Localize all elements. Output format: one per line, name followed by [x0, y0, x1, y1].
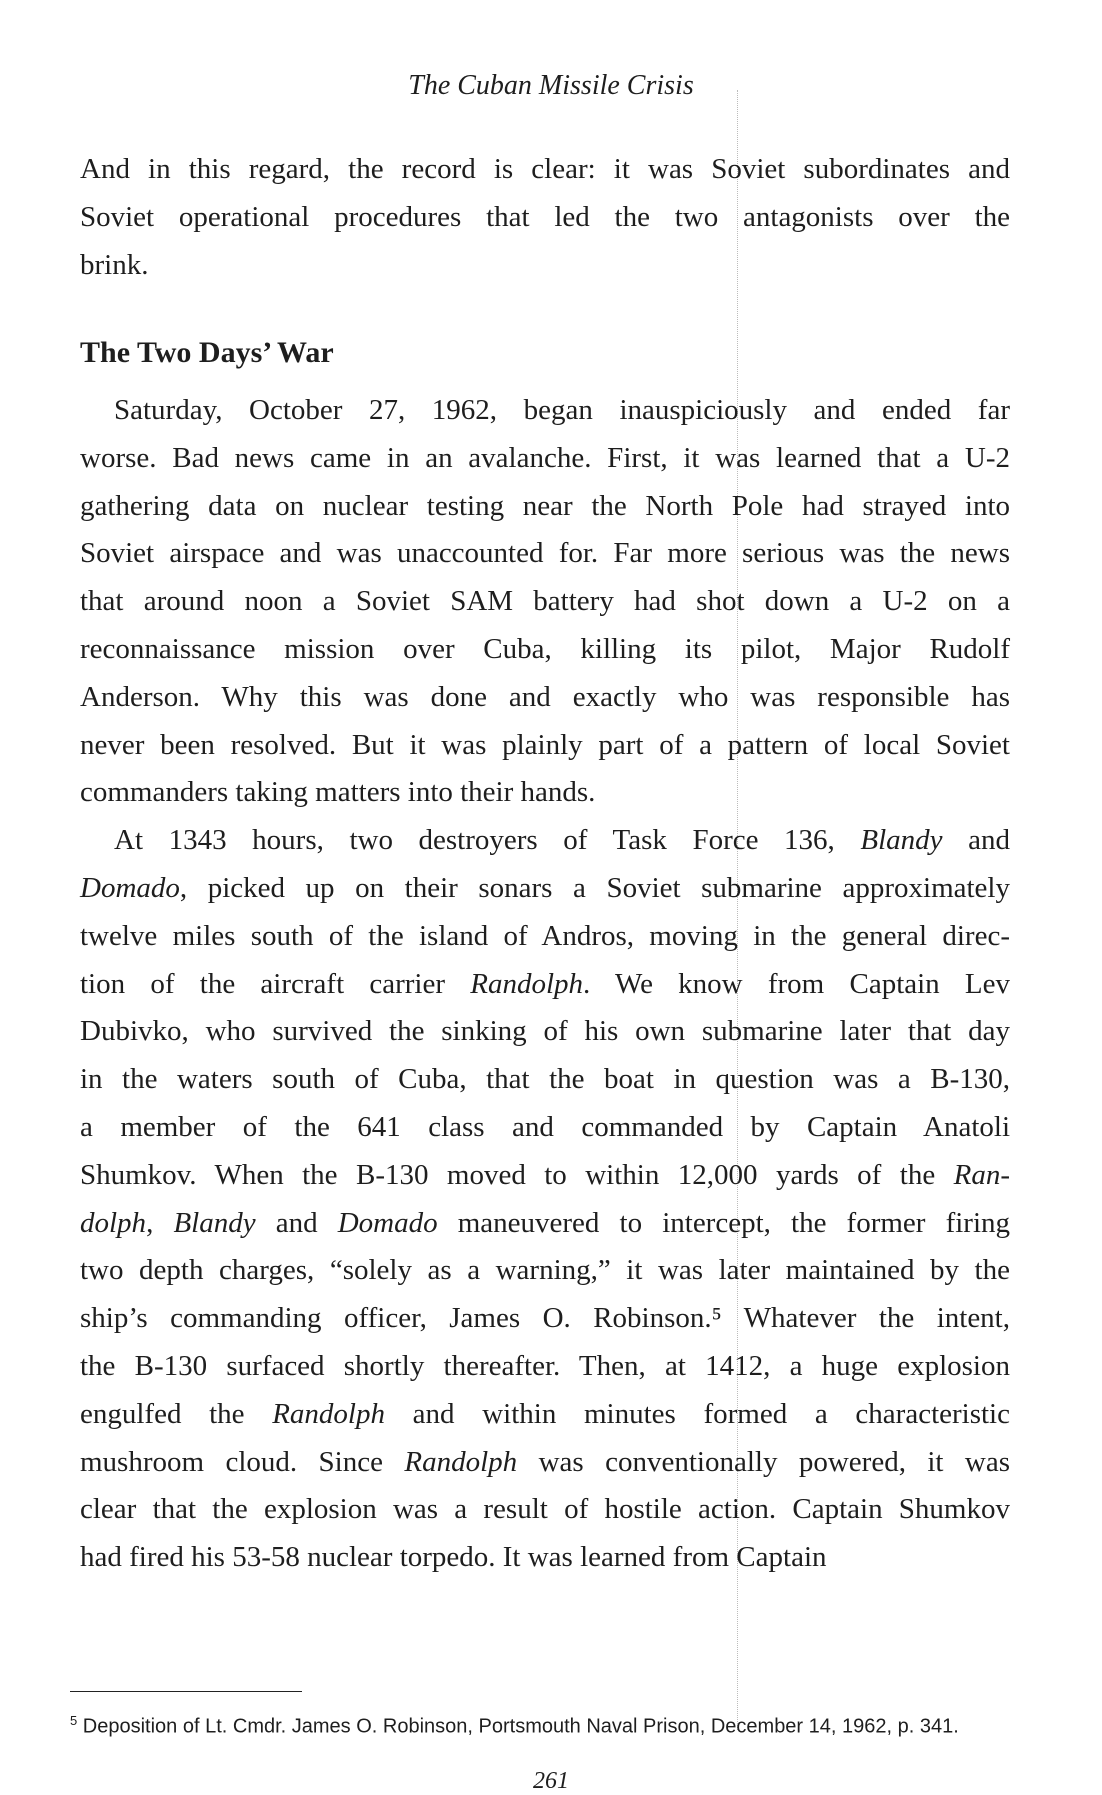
text-line: dolph, Blandy and Domado maneuvered to intercept, the former firing: [80, 1206, 1011, 1239]
text-line: worse. Bad news came in an avalanche. First, it was learned that a U-2: [80, 441, 1010, 474]
text-line: in the waters south of Cuba, that the boat in question was a B-130,: [80, 1063, 1010, 1096]
text-line: tion of the aircraft carrier Randolph. We know from Captain Lev: [80, 967, 1011, 1000]
text-line: Soviet airspace and was unaccounted for. Far more serious was the news: [80, 537, 1010, 570]
text-line: ship’s commanding officer, James O. Robinson.⁵ Whatever the intent,: [80, 1302, 1010, 1335]
text-line: commanders taking matters into their hands.: [80, 776, 596, 809]
text-line: engulfed the Randolph and within minutes formed a characteristic: [80, 1397, 1010, 1430]
text-line: had fired his 53-58 nuclear torpedo. It was learned from Captain: [80, 1541, 827, 1574]
text-line: two depth charges, “solely as a warning,” it was later maintained by the: [80, 1254, 1010, 1287]
text-line: Saturday, October 27, 1962, began inauspiciously and ended far: [114, 394, 1010, 426]
text-line: never been resolved. But it was plainly part of a pattern of local Soviet: [80, 728, 1010, 761]
text-line: brink.: [80, 248, 149, 281]
paragraph-2-text: [80, 387, 1010, 817]
footnote: [70, 1713, 959, 1739]
text-line: clear that the explosion was a result of hostile action. Captain Shumkov: [80, 1493, 1010, 1526]
text-line: At 1343 hours, two destroyers of Task Force 136, Blandy and: [114, 824, 1011, 857]
running-head: The Cuban Missile Crisis: [408, 70, 694, 101]
text-line: a member of the 641 class and commanded by Captain Anatoli: [80, 1110, 1010, 1143]
text-line: gathering data on nuclear testing near the North Pole had strayed into: [80, 489, 1010, 522]
text-line: that around noon a Soviet SAM battery had shot down a U-2 on a: [80, 585, 1010, 618]
paragraph-1: [80, 146, 1010, 289]
text-line: And in this regard, the record is clear: it was Soviet subordinates and: [80, 153, 1010, 185]
section-heading: The Two Days’ War: [80, 336, 334, 369]
text-line: the B-130 surfaced shortly thereafter. Then, at 1412, a huge explosion: [80, 1349, 1010, 1382]
paragraph-1-text: [80, 146, 1010, 289]
text-line: twelve miles south of the island of Andros, moving in the general direc-: [80, 919, 1010, 952]
footnote-rule: [70, 1691, 302, 1692]
paragraphs-2-3: [80, 387, 1010, 1582]
text-line: Domado, picked up on their sonars a Soviet submarine approximately: [80, 871, 1010, 904]
footnote-mark: 5: [70, 1713, 78, 1728]
text-line: Shumkov. When the B-130 moved to within 12,000 yards of the Ran-: [80, 1158, 1010, 1191]
text-line: Dubivko, who survived the sinking of his own submarine later that day: [80, 1015, 1010, 1048]
page-number: 261: [533, 1768, 569, 1794]
text-line: Soviet operational procedures that led the two antagonists over the: [80, 200, 1010, 233]
text-line: reconnaissance mission over Cuba, killing its pilot, Major Rudolf: [80, 632, 1010, 665]
text-line: Anderson. Why this was done and exactly who was responsible has: [80, 680, 1010, 713]
paragraph-3-text: [80, 817, 1010, 1582]
footnote-text: Deposition of Lt. Cmdr. James O. Robinson, Portsmouth Naval Prison, December 14, 1962, p. 341.: [77, 1715, 959, 1738]
text-line: mushroom cloud. Since Randolph was conventionally powered, it was: [80, 1445, 1010, 1478]
